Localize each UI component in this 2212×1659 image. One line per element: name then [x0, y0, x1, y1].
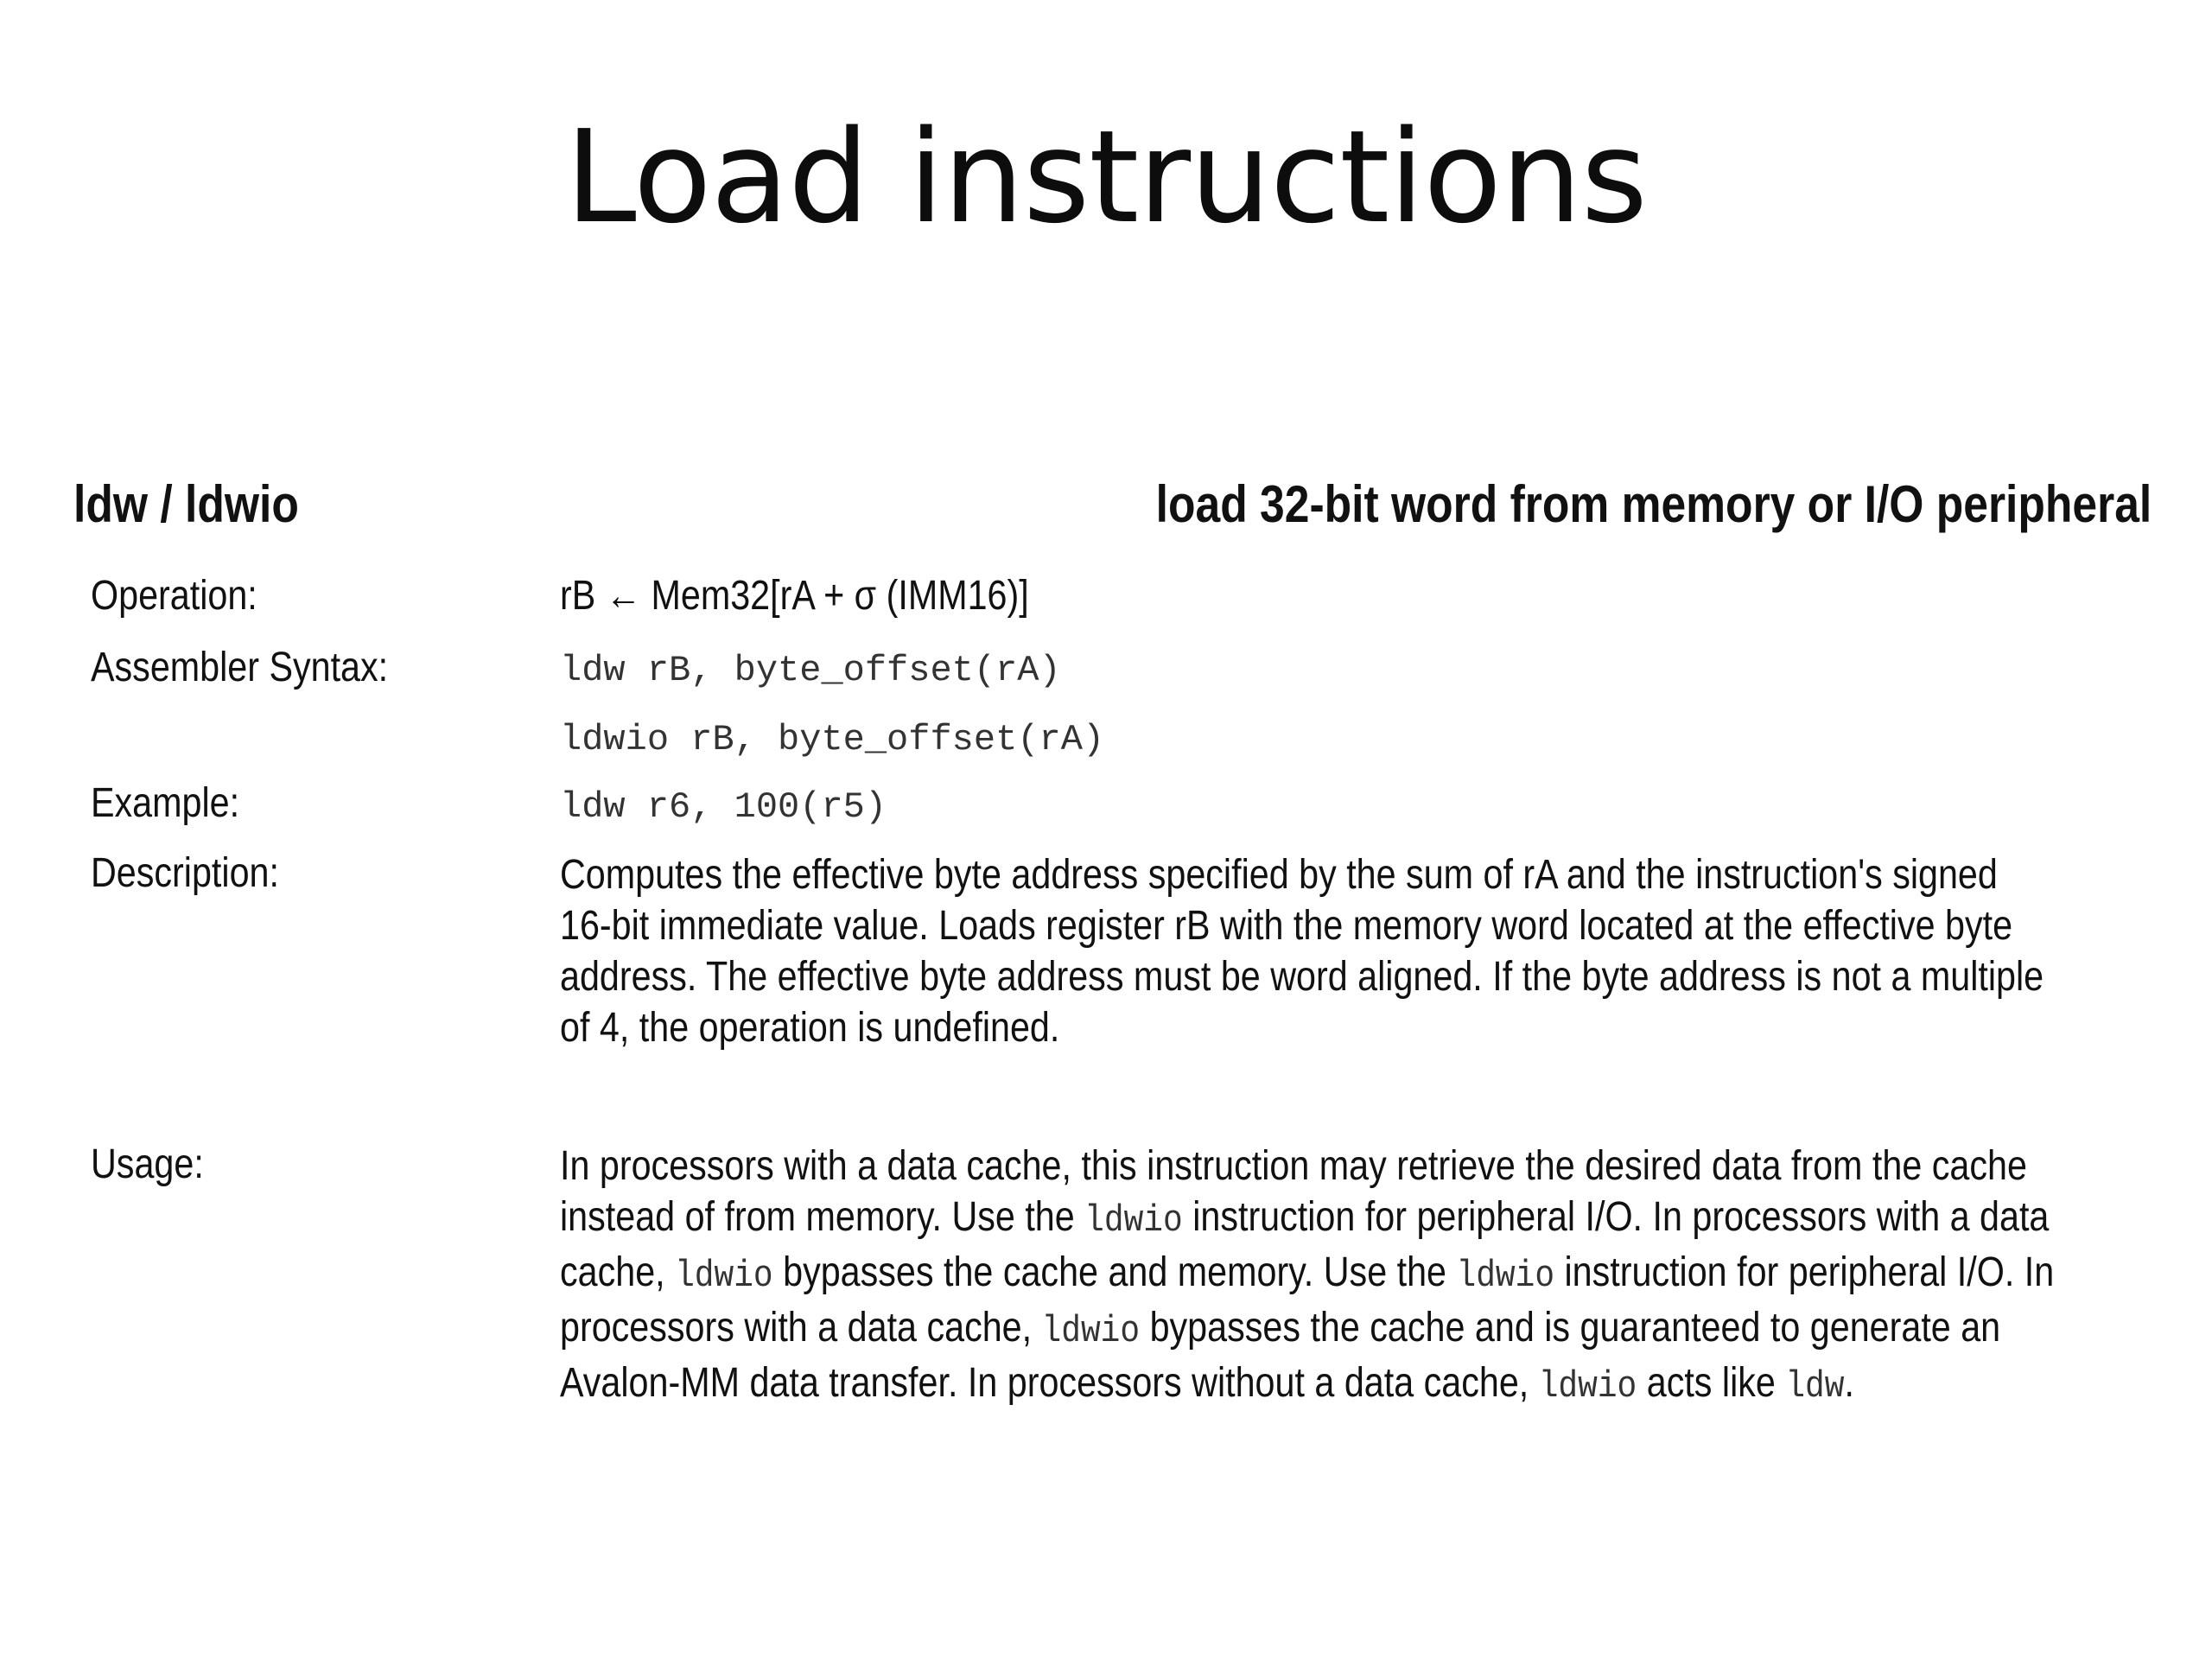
syntax-line-1: ldw rB, byte_offset(rA)	[560, 650, 1061, 691]
example-value: ldw r6, 100(r5)	[560, 786, 887, 828]
usage-text	[560, 1141, 2158, 1413]
usage-text-run: bypasses the cache and memory. Use the	[772, 1249, 1457, 1295]
description-line: of 4, the operation is undefined.	[560, 1005, 1060, 1051]
description-label: Description:	[91, 850, 279, 896]
operation-label: Operation:	[91, 573, 257, 619]
usage-text-run: bypasses the cache and is guaranteed to generate an	[1140, 1305, 2001, 1351]
usage-code: ldw	[1785, 1365, 1845, 1408]
usage-line	[560, 1192, 2158, 1247]
usage-label: Usage:	[91, 1141, 204, 1187]
usage-text-run: instruction for peripheral I/O. In	[1554, 1249, 2055, 1295]
description-line: 16-bit immediate value. Loads register rB with the memory word located at the effective byte	[560, 903, 2013, 949]
instruction-summary: load 32-bit word from memory or I/O peripheral	[1155, 475, 2152, 533]
usage-text-run: In processors with a data cache, this instruction may retrieve the desired data from the cache	[560, 1143, 2027, 1189]
usage-text-run: Avalon-MM data transfer. In processors without a data cache,	[560, 1360, 1539, 1406]
usage-code: ldwio	[675, 1255, 773, 1298]
usage-text-run: cache,	[560, 1249, 676, 1295]
usage-line	[560, 1357, 2158, 1413]
usage-text-run: processors with a data cache,	[560, 1305, 1042, 1351]
usage-code: ldwio	[1084, 1199, 1183, 1243]
usage-line	[560, 1141, 2158, 1192]
instruction-header	[73, 474, 2152, 543]
description-line: address. The effective byte address must be word aligned. If the byte address is not a multiple	[560, 954, 2044, 1000]
instruction-name: ldw / ldwio	[73, 475, 299, 533]
description-line: Computes the effective byte address specified by the sum of rA and the instruction's signed	[560, 852, 1998, 898]
usage-text-run: .	[1844, 1360, 1854, 1406]
slide-title: Load instructions	[565, 103, 1647, 251]
syntax-line-2: ldwio rB, byte_offset(rA)	[560, 719, 1105, 760]
example-label: Example:	[91, 780, 240, 826]
usage-text-run: instruction for peripheral I/O. In processors with a data	[1182, 1194, 2050, 1240]
operation-value: rB ← Mem32[rA + σ (IMM16)]	[560, 573, 1029, 619]
usage-text-run: instead of from memory. Use the	[560, 1194, 1085, 1240]
usage-line	[560, 1302, 2158, 1357]
usage-text-run: acts like	[1637, 1360, 1786, 1406]
usage-code: ldwio	[1538, 1365, 1637, 1408]
usage-line	[560, 1247, 2158, 1302]
syntax-label: Assembler Syntax:	[91, 645, 389, 690]
usage-code: ldwio	[1041, 1310, 1141, 1353]
usage-code: ldwio	[1456, 1255, 1555, 1298]
description-text	[560, 849, 2158, 1053]
